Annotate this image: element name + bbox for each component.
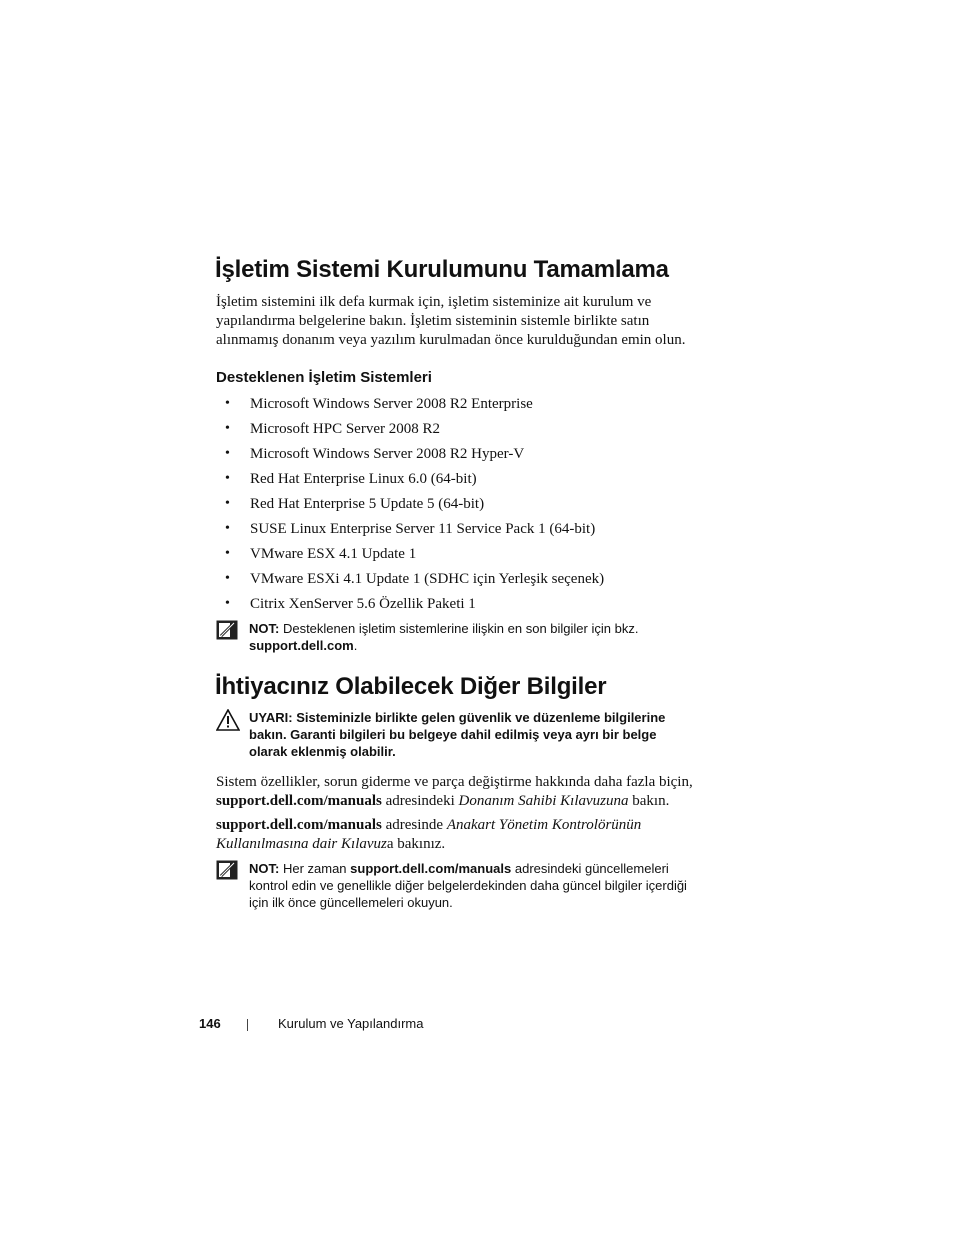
list-item: • VMware ESX 4.1 Update 1 (216, 543, 604, 568)
paragraph-line: alınmamış donanım veya yazılım kurulmadan önce kurulduğundan emin olun. (216, 332, 686, 348)
footer-separator (247, 1019, 248, 1031)
list-item: • Red Hat Enterprise 5 Update 5 (64-bit) (216, 493, 604, 518)
note-label: NOT: (249, 861, 280, 876)
bullet: • (225, 396, 230, 411)
manuals-link[interactable]: support.dell.com/manuals (216, 817, 382, 833)
list-item: • Microsoft HPC Server 2008 R2 (216, 418, 604, 443)
manuals-link[interactable]: support.dell.com/manuals (350, 861, 512, 876)
bmc-guide-paragraph: support.dell.com/manuals adresinde Anakart Yönetim Kontrolörünün Kullanılmasına dair Kılavuza bakınız. (216, 817, 642, 852)
support-link[interactable]: support.dell.com (249, 638, 354, 653)
bullet: • (225, 446, 230, 461)
os-install-paragraph (216, 293, 736, 350)
bullet: • (225, 421, 230, 436)
warning-block (216, 709, 726, 763)
subheading-supported-os: Desteklenen İşletim Sistemleri (216, 369, 432, 386)
page-footer (0, 1015, 954, 1035)
supported-os-list (216, 393, 604, 618)
chapter-title: Kurulum ve Yapılandırma (278, 1016, 424, 1031)
list-item: • Red Hat Enterprise Linux 6.0 (64-bit) (216, 468, 604, 493)
list-item: • VMware ESXi 4.1 Update 1 (SDHC için Yerleşik seçenek) (216, 568, 604, 593)
section-heading-other-info: İhtiyacınız Olabilecek Diğer Bilgiler (215, 673, 607, 700)
warning-triangle-icon (216, 709, 240, 735)
bullet: • (225, 471, 230, 486)
note-label: NOT: (249, 621, 280, 636)
note-text: Desteklenen işletim sistemlerine ilişkin en son bilgiler için bkz. (279, 621, 639, 636)
list-item: • Microsoft Windows Server 2008 R2 Enterprise (216, 393, 604, 418)
bullet: • (225, 571, 230, 586)
warning-label: UYARI: (249, 710, 293, 725)
bullet: • (225, 546, 230, 561)
list-item: • SUSE Linux Enterprise Server 11 Service Pack 1 (64-bit) (216, 518, 604, 543)
bullet: • (225, 596, 230, 611)
note-body: NOT: Desteklenen işletim sistemlerine ilişkin en son bilgiler için bkz. support.dell.com. (249, 621, 639, 653)
note-latest-os-info (216, 620, 726, 656)
note-pencil-icon (216, 860, 238, 884)
paragraph-line: yapılandırma belgelerine bakın. İşletim sisteminin sistemle birlikte satın (216, 313, 650, 329)
warning-body: UYARI: Sisteminizle birlikte gelen güvenlik ve düzenleme bilgilerine bakın. Garanti bilgileri bu belgeye dahil edilmiş veya ayrı bir belge olarak eklenmiş olabilir. (249, 710, 666, 759)
bullet: • (225, 496, 230, 511)
list-item: • Microsoft Windows Server 2008 R2 Hyper-V (216, 443, 604, 468)
manuals-link[interactable]: support.dell.com/manuals (216, 793, 382, 809)
note-pencil-icon (216, 620, 238, 644)
page-number: 146 (199, 1016, 221, 1031)
bullet: • (225, 521, 230, 536)
note-body: NOT: Her zaman support.dell.com/manuals adresindeki güncellemeleri (249, 861, 669, 876)
note-updates: NOT: Her zaman support.dell.com/manuals adresindeki güncellemeleri kontrol edin ve genellikle diğer belgelerdekinden daha güncel bilgiler içerdiği için ilk önce güncellemeleri okuyun. (216, 860, 726, 914)
section-heading-os-install: İşletim Sistemi Kurulumunu Tamamlama (215, 256, 669, 283)
paragraph-line: İşletim sistemini ilk defa kurmak için, işletim sisteminize ait kurulum ve (216, 294, 652, 310)
manuals-paragraph: Sistem özellikler, sorun giderme ve parça değiştirme hakkında daha fazla biçin, support.dell.com/manuals adresindeki Donanım Sahibi Kılavuzuna bakın. (216, 774, 693, 809)
list-item: • Citrix XenServer 5.6 Özellik Paketi 1 (216, 593, 604, 618)
